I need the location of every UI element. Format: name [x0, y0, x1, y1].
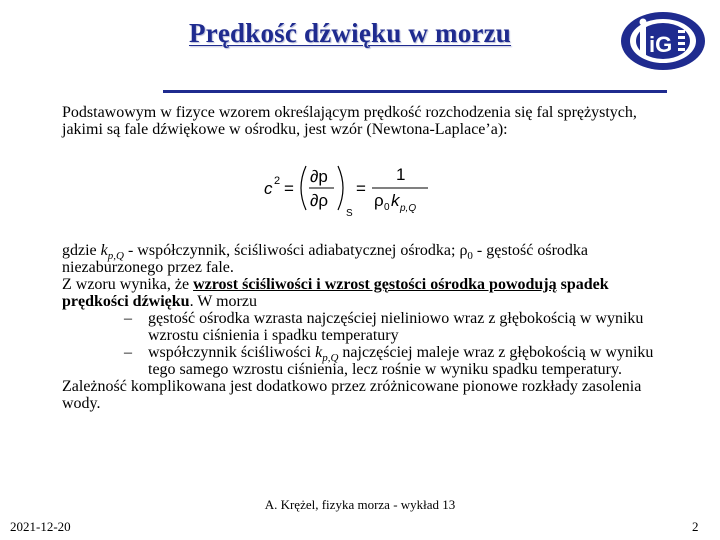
formula-frac-num: 1 [396, 165, 406, 184]
closing-paragraph: Zależność komplikowana jest dodatkowo przez zróżnicowane pionowe rozkłady zasolenia wody. [62, 378, 642, 412]
formula-left-paren [301, 166, 306, 210]
page-number: 2 [692, 519, 699, 534]
formula-lhs: c [264, 179, 273, 198]
institute-logo-icon [618, 10, 708, 72]
formula-paren-sub: S [346, 208, 353, 219]
formula-k-sub: p,Q [400, 203, 417, 214]
conclusion-paragraph: Z wzoru wynika, że wzrost ściśliwości i wzrost gęstości ośrodka powodują spadek prędkości dźwięku. W morzu [62, 276, 609, 310]
formula-rho-sub: 0 [384, 202, 390, 213]
logo-text: iG [649, 32, 673, 57]
slide-title: Prędkość dźwięku w morzu [188, 18, 512, 48]
formula-lhs-exp: 2 [274, 175, 281, 187]
footer-date: 2021-12-20 [10, 519, 71, 534]
formula-k: k [391, 191, 400, 210]
footer-credit: A. Krężel, fizyka morza - wykład 13 [264, 497, 456, 512]
intro-paragraph: Podstawowym w fizyce wzorem określającym prędkość rozchodzenia się fal sprężystych, jakimi są fale dźwiękowe w ośrodku, jest wzór (Newtona-Laplace’a): [62, 104, 637, 138]
bullet-density: – gęstość ośrodka wzrasta najczęściej nieliniowo wraz z głębokością w wyniku wzrostu ciśnienia i spadku temperatury [124, 310, 644, 344]
title-underline-rule [163, 90, 667, 93]
newton-laplace-formula [62, 150, 672, 220]
bullet-compressibility: – współczynnik ściśliwości $k_{p,Q}$ najczęściej maleje wraz z głębokością w wyniku tego samego wzrostu ciśnienia, lecz rośnie w wyniku spadku temperatury. [124, 344, 654, 378]
where-paragraph: gdzie $k_{p,Q}$ - współczynnik, ściśliwości adiabatycznej ośrodka; $\rho_0$ - gęstość ośrodka niezaburzonego przez fale. [62, 242, 589, 276]
formula-equals-2: = [356, 179, 366, 198]
formula-partial-num: ∂p [310, 167, 328, 186]
formula-rho: ρ [374, 191, 384, 210]
formula-right-paren [338, 166, 343, 210]
formula-partial-den: ∂ρ [310, 191, 329, 210]
slide-body [62, 104, 672, 412]
formula-equals-1: = [284, 179, 294, 198]
